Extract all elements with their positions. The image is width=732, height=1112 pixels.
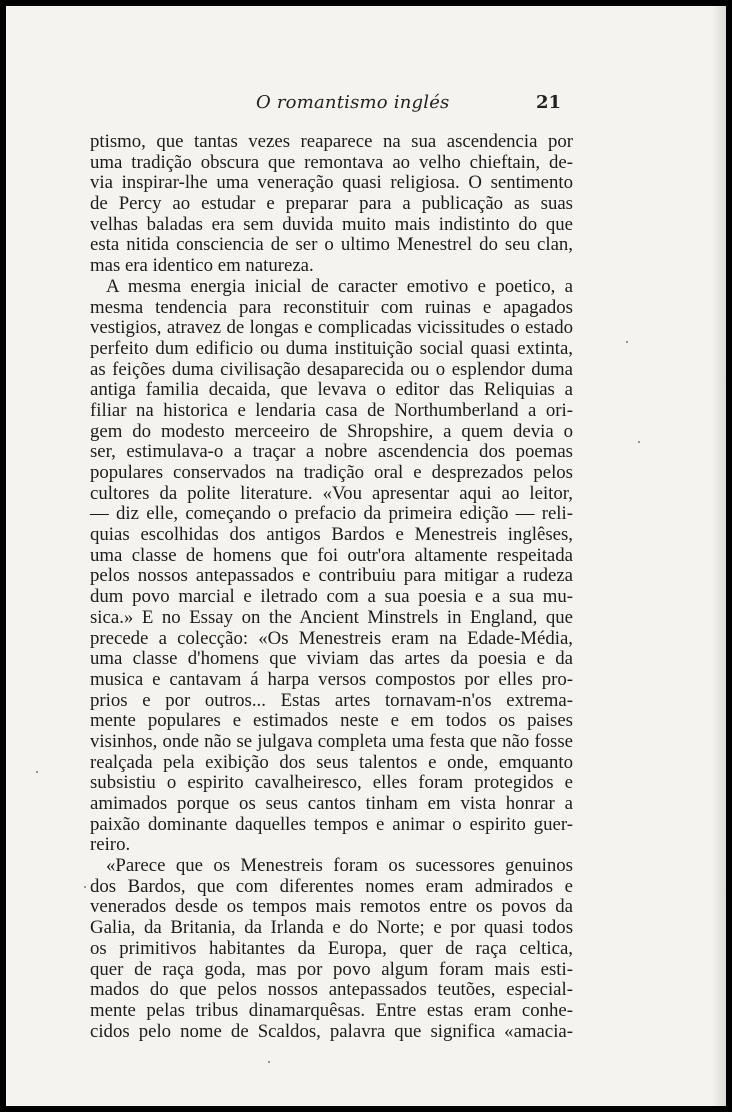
text-line: «Parece que os Menestreis foram os sucessores genuinos <box>106 855 573 877</box>
text-line: mente pelas tribus dinamarquêsas. Entre estas eram conhe- <box>90 999 573 1021</box>
text-line: velhas baladas era sem duvida muito mais indistinto do que <box>90 213 573 235</box>
text-line: populares conservados na tradição oral e desprezados pelos <box>90 462 573 483</box>
text-line: dos Bardos, que com diferentes nomes eram admirados e <box>90 875 573 897</box>
text-line: realçada pela exibição dos seus talentos e onde, emquanto <box>90 751 573 773</box>
running-title: O romantismo inglés <box>256 92 450 113</box>
text-line: ptismo, que tantas vezes reaparece na sua ascendencia por <box>90 131 573 152</box>
text-line: esta nitida consciencia de ser o ultimo Menestrel do seu clan, <box>90 234 573 256</box>
text-line: mente populares e estimados neste e em todos os paises <box>90 710 573 732</box>
text-line: musica e cantavam á harpa versos compostos por elles pro- <box>90 668 573 690</box>
text-line: prios e por outros... Estas artes tornavam-n'os extrema- <box>90 689 573 711</box>
text-line: mas era identico em natureza. <box>90 255 314 277</box>
paper-speck <box>638 441 640 443</box>
book-page <box>6 6 726 1106</box>
text-line: gem do modesto merceeiro de Shropshire, a quem devia o <box>90 420 573 442</box>
text-line: os primitivos habitantes da Europa, quer de raça celtica, <box>90 937 573 959</box>
page-number: 21 <box>536 92 562 113</box>
text-line: filiar na historica e lendaria casa de Northumberland a ori- <box>90 399 573 421</box>
paper-speck <box>84 886 86 888</box>
text-line: reiro. <box>90 834 131 856</box>
text-line: mesma tendencia para reconstituir com ruinas e apagados <box>90 296 573 318</box>
text-line: dum povo marcial e iletrado com a sua poesia e a sua mu- <box>90 586 573 608</box>
text-line: via inspirar-lhe uma veneração quasi religiosa. O sentimento <box>90 172 573 194</box>
text-line: uma classe d'homens que viviam das artes da poesia e da <box>90 648 573 670</box>
text-line: pelos nossos antepassados e contribuiu para mitigar a rudeza <box>90 565 573 587</box>
text-line: amimados porque os seus cantos tinham em vista honrar a <box>90 793 573 814</box>
page-edge-shadow <box>712 6 726 1106</box>
text-line: de Percy ao estudar e preparar para a publicação as suas <box>90 193 573 215</box>
text-line: uma tradição obscura que remontava ao velho chieftain, de- <box>90 151 573 173</box>
paper-speck <box>36 771 38 773</box>
text-line: venerados desde os tempos mais remotos entre os povos da <box>90 896 573 918</box>
text-line: mados do que pelos nossos antepassados teutões, especial- <box>90 979 573 1001</box>
paper-speck <box>626 341 628 343</box>
text-line: quias escolhidas dos antigos Bardos e Menestreis inglêses, <box>90 524 573 546</box>
text-line: antiga familia decaida, que levava o editor das Reliquias a <box>90 379 573 401</box>
text-line: — diz elle, começando o prefacio da primeira edição — reli- <box>90 503 573 525</box>
text-line: cultores da polite literature. «Vou apresentar aqui ao leitor, <box>90 482 573 504</box>
text-line: uma classe de homens que foi outr'ora altamente respeitada <box>90 544 573 566</box>
text-line: Galia, da Britania, da Irlanda e do Norte; e por quasi todos <box>90 917 573 939</box>
body-text <box>90 132 573 1042</box>
text-line: visinhos, onde não se julgava completa uma festa que não fosse <box>90 730 573 752</box>
text-line: cidos pelo nome de Scaldos, palavra que significa «amacia- <box>90 1020 573 1042</box>
text-line: ser, estimulava-o a traçar a nobre ascendencia dos poemas <box>90 441 573 463</box>
text-line: sica.» E no Essay on the Ancient Minstrels in England, que <box>90 606 573 628</box>
text-line: quer de raça goda, mas por povo algum foram mais esti- <box>90 958 573 980</box>
text-line: precede a colecção: «Os Menestreis eram na Edade-Média, <box>90 627 573 649</box>
text-line: paixão dominante daquelles tempos e animar o espirito guer- <box>90 813 573 835</box>
text-line: as feições duma civilisação desaparecida ou o esplendor duma <box>90 358 573 380</box>
text-line: vestigios, atravez de longas e complicadas vicissitudes o estado <box>90 317 573 339</box>
text-line: A mesma energia inicial de caracter emotivo e poetico, a <box>106 275 573 297</box>
text-line: perfeito dum edificio ou duma instituição social quasi extinta, <box>90 337 573 359</box>
paper-speck <box>268 1061 270 1063</box>
text-line: subsistiu o espirito cavalheiresco, elles foram protegidos e <box>90 772 573 794</box>
